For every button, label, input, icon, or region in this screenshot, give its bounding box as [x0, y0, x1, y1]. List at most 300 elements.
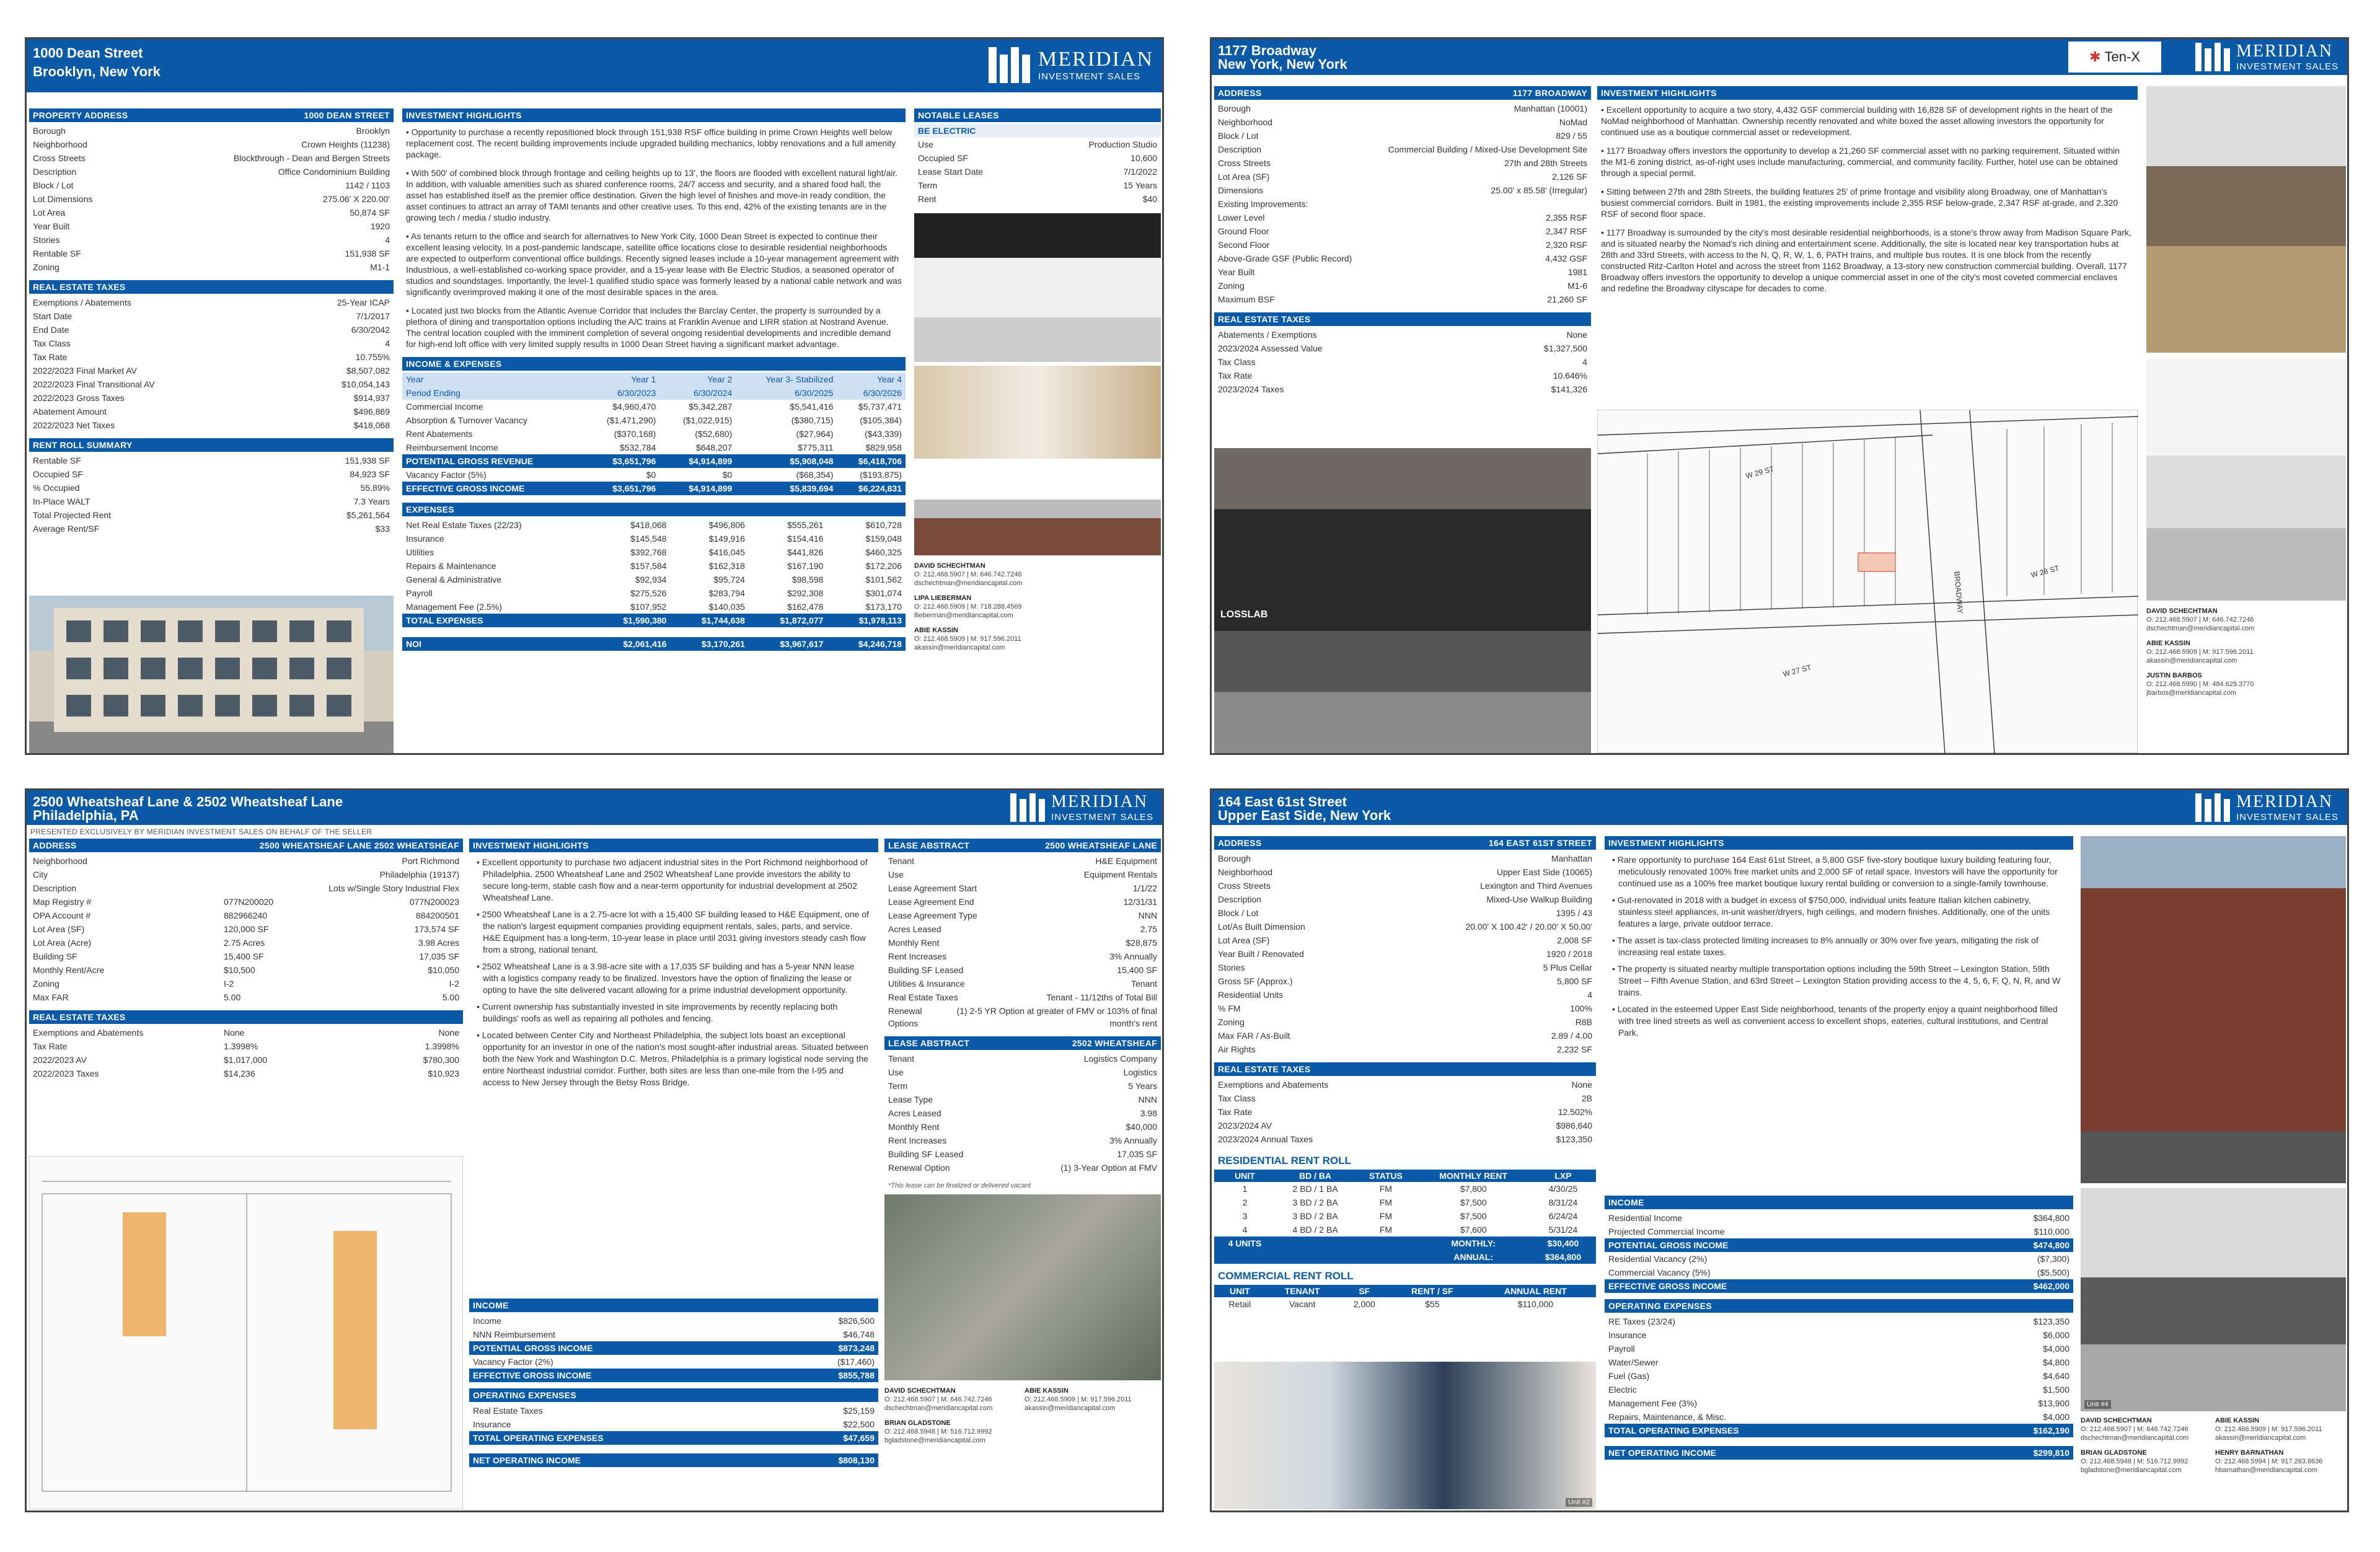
row-label: Lower Level — [1218, 213, 1265, 223]
table-cell: $6,418,706 — [837, 454, 906, 468]
table-row — [1214, 1223, 1596, 1237]
row-label: POTENTIAL GROSS INCOME — [1608, 1240, 1729, 1250]
row-label: Block / Lot — [1218, 131, 1259, 141]
row-value: 10.646% — [1553, 371, 1587, 381]
contact-phone: O: 212.468.5909 | M: 917.596.2011 — [2215, 1426, 2322, 1433]
row-value: 120,000 SF — [224, 924, 269, 934]
table-cell: ($1,022,915) — [682, 415, 733, 425]
row-label: Residential Vacancy (2%) — [1608, 1254, 1708, 1264]
row-value: NNN — [1138, 1095, 1157, 1104]
table-row — [402, 413, 906, 427]
row-value: (1) 3-Year Option at FMV — [1060, 1163, 1157, 1173]
table-cell: 8/31/24 — [1548, 1197, 1578, 1207]
contact-card — [2081, 1448, 2211, 1475]
table-cell: $30,400 — [1530, 1237, 1596, 1250]
row-label: Occupied SF — [33, 469, 83, 479]
table-cell: $5,908,048 — [736, 454, 837, 468]
interior-photo — [2146, 359, 2346, 601]
table-cell: $0 — [646, 470, 656, 480]
section-header — [1214, 86, 1591, 100]
right-column — [914, 108, 1161, 658]
table-cell: Reimbursement Income — [406, 443, 498, 452]
table-cell: $775,311 — [798, 443, 834, 452]
row-label: Real Estate Taxes — [888, 992, 958, 1002]
row-label: Rent — [918, 194, 937, 204]
exclusive-note: PRESENTED EXCLUSIVELY BY MERIDIAN INVESTMENT SALES ON BEHALF OF THE SELLER — [30, 827, 372, 836]
table-cell: RENT / SF — [1390, 1285, 1475, 1297]
kv-row — [1214, 1132, 1596, 1146]
row-label: Above-Grade GSF (Public Record) — [1218, 254, 1352, 263]
property-subtitle: Brooklyn, New York — [33, 64, 161, 79]
table-cell: $145,548 — [630, 534, 667, 544]
section-title: RENT ROLL SUMMARY — [33, 440, 133, 450]
row-label: Tax Class — [1218, 357, 1256, 367]
table-cell: ($370,168) — [614, 429, 656, 439]
street-label: W 29 ST — [1745, 464, 1775, 480]
address-section — [29, 839, 463, 1004]
highlights-text — [469, 854, 878, 1091]
table-cell: 4 BD / 2 BA — [1292, 1225, 1338, 1235]
money-row — [469, 1314, 878, 1328]
table-cell: Year — [402, 373, 583, 386]
row-label: Insurance — [1608, 1330, 1647, 1340]
row-value-2: $10,050 — [428, 965, 459, 975]
table-cell: Utilities — [406, 547, 434, 557]
row-value: 10,600 — [1130, 153, 1157, 163]
contact-name: JUSTIN BARBOS — [2146, 672, 2202, 679]
table-cell: SF — [1339, 1285, 1390, 1297]
row-value: 50,874 SF — [350, 208, 390, 218]
table-cell: $0 — [722, 470, 733, 480]
row-value: $808,130 — [838, 1455, 875, 1465]
table-cell: $301,074 — [865, 588, 902, 598]
money-row — [1605, 1396, 2073, 1410]
table-cell: $364,800 — [1530, 1250, 1596, 1264]
row-label: Lot Area (Acre) — [33, 938, 92, 948]
contact-email: akassin@meridiancapital.com — [2146, 657, 2237, 664]
row-value: Mixed-Use Walkup Building — [1486, 894, 1592, 904]
row-value: 7/1/2017 — [356, 311, 390, 321]
table-cell: 3 BD / 2 BA — [1292, 1197, 1338, 1207]
row-label: Water/Sewer — [1608, 1357, 1659, 1367]
row-value: $110,000 — [2034, 1227, 2069, 1237]
row-label: Map Registry # — [33, 897, 92, 907]
section-header — [29, 438, 394, 452]
table-cell: $162,478 — [787, 602, 824, 612]
middle-column — [1605, 836, 2073, 1041]
row-label: 2022/2023 Gross Taxes — [33, 393, 125, 403]
opex-section — [1605, 1299, 2073, 1460]
contact-name: DAVID SCHECHTMAN — [2146, 607, 2218, 615]
row-label: Residential Units — [1218, 990, 1284, 1000]
contact-email: bgladstone@meridiancapital.com — [2081, 1466, 2182, 1474]
contact-phone: O: 212.468.5948 | M: 516.712.9992 — [884, 1428, 992, 1435]
row-value: 3% Annually — [1109, 1135, 1157, 1145]
row-value: 17,035 SF — [1117, 1149, 1157, 1159]
table-cell: $149,916 — [708, 534, 745, 544]
contact-phone: O: 212.468.5948 | M: 516.712.9992 — [2081, 1458, 2188, 1465]
row-label: Repairs, Maintenance, & Misc. — [1608, 1412, 1726, 1422]
row-value: $914,937 — [353, 393, 390, 403]
kv-row — [29, 418, 394, 432]
row-value: $33 — [375, 524, 390, 534]
row-label: Block / Lot — [1218, 908, 1259, 918]
table-cell: $4,914,899 — [659, 482, 736, 495]
row-label: Dimensions — [1218, 185, 1264, 195]
highlight-paragraph: • Current ownership has substantially invested in site improvements by recently replacing both buildings' roofs as well as repairing all potholes and fencing. — [477, 1002, 838, 1023]
kv-row — [1214, 197, 1591, 211]
money-row — [469, 1404, 878, 1418]
table-row — [402, 468, 906, 482]
table-row — [402, 586, 906, 600]
contact-email: dschechtman@meridiancapital.com — [2081, 1434, 2189, 1442]
row-value: $4,800 — [2043, 1357, 2069, 1367]
contact-card — [1025, 1387, 1161, 1413]
table-cell: 2 BD / 1 BA — [1292, 1184, 1338, 1194]
kv-row — [884, 1161, 1161, 1175]
table-cell: Absorption & Turnover Vacancy — [406, 415, 527, 425]
table-row — [402, 482, 906, 495]
kv-row — [1214, 355, 1591, 369]
row-label: 2022/2023 Final Transitional AV — [33, 379, 155, 389]
row-value: 4 — [1582, 357, 1587, 367]
property-title: 164 East 61st Street — [1218, 794, 1347, 809]
table-cell: $98,598 — [791, 575, 824, 584]
row-value: $6,000 — [2043, 1330, 2069, 1340]
lease-rows — [914, 138, 1161, 206]
row-value: $4,640 — [2043, 1371, 2069, 1381]
table-row — [402, 518, 906, 532]
table-cell: $460,325 — [865, 547, 902, 557]
row-value: 84,923 SF — [350, 469, 390, 479]
table-row — [402, 373, 906, 386]
kv-row — [1214, 1078, 1596, 1091]
table-cell: TENANT — [1266, 1285, 1339, 1297]
row-label: Lease Start Date — [918, 167, 984, 177]
contact-email: hbarnathan@meridiancapital.com — [2215, 1466, 2317, 1474]
table-cell: $55 — [1425, 1299, 1440, 1309]
section-title: REAL ESTATE TAXES — [33, 1012, 126, 1022]
row-value: Manhattan — [1551, 853, 1592, 863]
highlight-paragraph: • Sitting between 27th and 28th Streets, the building features 25' of prime frontage and visibility along Broadway, one of Manhattan's busiest commercial corridors. Built in 1981, the existing improvements include 2,355 RSF below-grade, 2,347 RSF at-grade, and 2,320 RSF of second floor space. — [1601, 187, 2118, 219]
row-value: 2B — [1581, 1093, 1592, 1103]
row-label: Borough — [1218, 853, 1251, 863]
kv-row — [884, 1065, 1161, 1079]
row-value: 2.75 Acres — [224, 938, 265, 948]
middle-column — [469, 839, 878, 1091]
money-row — [1605, 1424, 2073, 1437]
address-section — [29, 108, 394, 274]
highlights-header: INVESTMENT HIGHLIGHTS — [1605, 836, 2073, 850]
kv-row — [29, 1039, 463, 1053]
panel-header — [1212, 790, 2347, 825]
row-value: 2.89 / 4.00 — [1551, 1031, 1592, 1041]
contact-email: jbarbos@meridiancapital.com — [2146, 689, 2237, 697]
row-label: Tenant — [888, 856, 915, 866]
kv-row — [884, 1134, 1161, 1147]
row-value: ($7,300) — [2037, 1254, 2069, 1264]
row-label: Electric — [1608, 1385, 1637, 1395]
row-label: Vacancy Factor (2%) — [473, 1357, 553, 1367]
row-label: EFFECTIVE GROSS INCOME — [473, 1370, 592, 1380]
contact-name: ABIE KASSIN — [2215, 1417, 2259, 1424]
row-label: NET OPERATING INCOME — [473, 1455, 581, 1465]
contact-name: HENRY BARNATHAN — [2215, 1449, 2284, 1457]
row-label: Monthly Rent — [888, 1122, 940, 1132]
kv-row — [1214, 1029, 1596, 1043]
kv-row — [884, 950, 1161, 963]
row-label: Description — [1218, 144, 1262, 154]
row-value-2: 5.00 — [442, 992, 459, 1002]
income-header: INCOME & EXPENSES — [402, 357, 906, 371]
table-cell — [1276, 1250, 1355, 1264]
residential-rent-roll — [1214, 1170, 1596, 1264]
money-row — [1605, 1279, 2073, 1293]
row-label: EFFECTIVE GROSS INCOME — [1608, 1281, 1727, 1291]
row-value: $40 — [1142, 194, 1157, 204]
commercial-rent-roll-title: COMMERCIAL RENT ROLL — [1218, 1270, 1354, 1282]
taxes-section — [1214, 312, 1591, 396]
row-value: 6/30/2042 — [351, 325, 390, 335]
row-value: 1981 — [1567, 267, 1587, 277]
row-value: NNN — [1138, 910, 1157, 920]
row-value: 2,347 RSF — [1546, 226, 1587, 236]
table-cell: $7,500 — [1460, 1211, 1487, 1221]
kv-row — [29, 323, 394, 337]
table-cell: $173,170 — [865, 602, 902, 612]
table-cell: $1,872,077 — [749, 614, 827, 627]
table-cell: $5,541,416 — [790, 402, 834, 412]
highlight-paragraph: • With 500' of combined block through frontage and ceiling heights up to 13', the floors are flooded with excellent natural light/air. In addition, with valuable amenities such as shared conference rooms, 24/7 access and security, and a shared food hall, the asset has established itself as the premier office destination. Given the high level of finishes and move-in ready condition, the asset continues to attract an array of TAMI tenants and other creative uses. To this end, 42% of the existing tenants are in the growing tech / media / studio industry. — [406, 168, 898, 223]
money-row — [1605, 1410, 2073, 1424]
contact-email: akassin@meridiancapital.com — [1025, 1404, 1116, 1412]
kv-row — [1214, 1043, 1596, 1056]
highlight-paragraph: • 1177 Broadway is surrounded by the city's most desirable residential neighborhoods, is a stone's throw away from Madison Square Park, and is situated nearby the Nomad's rich dining and entertainment scene. Additionally, the site is located near key transportation hubs at 28th and 33rd Streets, with access to the N, Q, R, W, 1, 6, PATH trains, and multiple bus routes. It is one block from the recently constructed Ritz-Carlton Hotel and across the street from 1162 Broadway, a 13-story new construction commercial building. Overall, 1177 Broadway offers investors the opportunity to develop a unique commercial asset in one of the city's most coveted commercial enclaves and redefine the Broadway cityscape for decades to come. — [1601, 227, 2131, 293]
commercial-rent-roll — [1214, 1285, 1596, 1311]
row-value: 151,938 SF — [345, 456, 390, 465]
table-row — [402, 614, 906, 627]
spacer-cell — [402, 627, 592, 637]
money-row — [1605, 1238, 2073, 1252]
row-value: 4 — [1587, 990, 1592, 1000]
table-cell — [1276, 1237, 1355, 1250]
row-value-2: 1.3998% — [425, 1041, 459, 1051]
table-cell: ($52,680) — [695, 429, 733, 439]
money-row — [1605, 1356, 2073, 1369]
row-label: NNN Reimbursement — [473, 1329, 556, 1339]
row-value: 10.755% — [355, 352, 390, 362]
money-row — [1605, 1252, 2073, 1266]
contact-card — [914, 626, 1161, 652]
table-cell: $5,737,471 — [858, 402, 902, 412]
kv-row — [1214, 1105, 1596, 1119]
table-cell: $555,261 — [787, 520, 824, 530]
kv-row — [29, 467, 394, 481]
row-label: Term — [918, 180, 938, 190]
highlights-text — [402, 124, 906, 355]
row-label: Acres Leased — [888, 1108, 941, 1118]
row-label: Zoning — [33, 979, 60, 989]
row-label: Renewal Option — [888, 1163, 950, 1173]
section-title: PROPERTY ADDRESS — [33, 110, 128, 120]
kv-row — [29, 124, 394, 138]
kv-row — [29, 260, 394, 274]
row-value: $462,000 — [2033, 1281, 2069, 1291]
table-cell: $3,170,261 — [670, 637, 749, 651]
tax-map — [1597, 410, 2138, 753]
table-cell: $392,768 — [630, 547, 667, 557]
contact-name: DAVID SCHECHTMAN — [914, 562, 985, 570]
row-label: Use — [888, 1067, 904, 1077]
money-row — [1605, 1328, 2073, 1342]
row-value: $22,500 — [843, 1419, 875, 1429]
table-cell: ($380,715) — [791, 415, 834, 425]
section-title: INCOME — [1608, 1197, 1644, 1207]
contact-phone: O: 212.468.5907 | M: 646.742.7246 — [2146, 616, 2254, 624]
table-cell: $1,590,380 — [592, 614, 671, 627]
highlights-header: INVESTMENT HIGHLIGHTS — [1597, 86, 2138, 100]
kv-row — [29, 990, 463, 1004]
kv-row — [884, 1120, 1161, 1134]
row-label: Exemptions and Abatements — [33, 1028, 144, 1038]
row-value: $10,054,143 — [342, 379, 390, 389]
kv-row — [884, 1079, 1161, 1093]
table-cell: $92,934 — [635, 575, 667, 584]
row-label: Real Estate Taxes — [473, 1406, 543, 1416]
table-cell: POTENTIAL GROSS REVENUE — [402, 454, 583, 468]
row-label: Zoning — [1218, 1017, 1245, 1027]
row-value: (1) 2-5 YR Option at greater of FMV or 103% of final month's rent — [956, 1006, 1157, 1028]
contact-card — [914, 562, 1161, 588]
row-value: $418,068 — [353, 420, 390, 430]
studio-photo — [914, 213, 1161, 362]
kv-row — [1214, 933, 1596, 947]
table-cell: 6/30/2025 — [736, 386, 837, 400]
row-label: Lot Area (SF) — [33, 924, 85, 934]
row-value: 1.3998% — [224, 1041, 258, 1051]
table-row — [402, 545, 906, 559]
living-room-photo — [1214, 1362, 1596, 1509]
row-label: POTENTIAL GROSS INCOME — [473, 1343, 593, 1353]
leases-header: NOTABLE LEASES — [914, 108, 1161, 122]
kv-row — [29, 309, 394, 323]
row-value: 4 — [385, 338, 390, 348]
section-title: OPERATING EXPENSES — [1608, 1301, 1712, 1311]
table-cell: NOI — [402, 637, 592, 651]
row-label: Block / Lot — [33, 180, 74, 190]
row-label: Year Built — [33, 221, 70, 231]
table-cell: ($193,875) — [860, 470, 902, 480]
table-row — [1214, 1209, 1596, 1223]
money-row — [1605, 1383, 2073, 1396]
kv-row — [884, 1052, 1161, 1065]
kv-row — [29, 233, 394, 247]
row-value: 275.06' X 220.00' — [322, 194, 390, 204]
table-cell: $416,045 — [708, 547, 745, 557]
row-label: Abatement Amount — [33, 407, 107, 417]
address-section — [1214, 86, 1591, 306]
table-cell: $1,744,638 — [670, 614, 749, 627]
row-label: Lease Agreement Start — [888, 883, 977, 893]
row-value: 25-Year ICAP — [337, 298, 390, 307]
row-value: Commercial Building / Mixed-Use Development Site — [1388, 144, 1587, 154]
kv-row — [884, 1106, 1161, 1120]
property-subtitle: New York, New York — [1218, 56, 1347, 72]
kv-row — [1214, 170, 1591, 183]
money-row — [1605, 1446, 2073, 1460]
kv-row — [884, 963, 1161, 977]
table-cell: $101,562 — [865, 575, 902, 584]
money-row — [1605, 1369, 2073, 1383]
contact-card — [2146, 607, 2346, 633]
property-title: 1000 Dean Street — [33, 45, 143, 61]
kv-row — [29, 179, 394, 192]
row-value: $40,000 — [1126, 1122, 1157, 1132]
row-value: 2,232 SF — [1557, 1044, 1592, 1054]
table-cell: 6/30/2023 — [583, 386, 659, 400]
table-cell: $6,224,831 — [837, 482, 906, 495]
section-title: ADDRESS — [1218, 838, 1262, 848]
kv-row — [884, 1093, 1161, 1106]
row-label: Insurance — [473, 1419, 511, 1429]
taxes-section — [1214, 1062, 1596, 1146]
section-title: REAL ESTATE TAXES — [1218, 314, 1311, 324]
panel-header — [1212, 39, 2347, 75]
row-label: Ground Floor — [1218, 226, 1269, 236]
table-cell: 2,000 — [1353, 1299, 1375, 1309]
townhouse-photo — [2081, 836, 2346, 1183]
table-cell: $292,308 — [787, 588, 824, 598]
row-value: 2,126 SF — [1552, 172, 1587, 182]
kv-row — [1214, 879, 1596, 893]
row-value: None — [1571, 1080, 1592, 1090]
kv-row — [29, 495, 394, 508]
row-label: Use — [918, 139, 933, 149]
tax-map-drawing — [1598, 410, 2138, 754]
row-label: Cross Streets — [1218, 158, 1271, 168]
row-value: 3% Annually — [1109, 951, 1157, 961]
row-value: M1-1 — [370, 262, 390, 272]
money-row — [469, 1369, 878, 1382]
row-label: City — [33, 870, 48, 880]
kv-row — [1214, 974, 1596, 988]
table-cell: $5,342,287 — [689, 402, 733, 412]
facade-photo — [2146, 86, 2346, 353]
contact-phone: O: 212.468.5907 | M: 646.742.7246 — [2081, 1426, 2188, 1433]
row-label: Gross SF (Approx.) — [1218, 976, 1293, 986]
table-cell: $4,960,470 — [612, 402, 656, 412]
money-row — [469, 1453, 878, 1467]
kv-row — [29, 151, 394, 165]
row-label: Commercial Vacancy (5%) — [1608, 1268, 1711, 1277]
table-cell: $172,206 — [865, 561, 902, 571]
section-header — [1605, 1196, 2073, 1209]
panel-1177-broadway — [1210, 37, 2349, 755]
table-cell: Payroll — [406, 588, 433, 598]
highlight-paragraph: • Excellent opportunity to purchase two adjacent industrial sites in the Port Richmond neighborhood of Philadelphia. 2500 Wheatsheaf Lane and 2502 Wheatsheaf Lane provide investors the ability to secure long-term, stable cash flow and a near-term opportunity for industrial development at 2502 Wheatsheaf Lane. — [477, 857, 868, 902]
row-value: ($17,460) — [837, 1357, 875, 1367]
money-row — [469, 1355, 878, 1369]
contact-phone: O: 212.468.5909 | M: 718.288.4569 — [914, 603, 1022, 611]
table-row — [402, 454, 906, 468]
row-value: 077N200020 — [224, 897, 274, 907]
contact-name: ABIE KASSIN — [2146, 640, 2190, 647]
spacer-row — [402, 627, 906, 637]
row-value: 5 Plus Cellar — [1543, 963, 1592, 972]
row-value: Tenant — [1130, 979, 1157, 989]
section-value: 2500 WHEATSHEAF LANE — [1045, 840, 1157, 850]
storefront-photo — [1214, 448, 1591, 753]
